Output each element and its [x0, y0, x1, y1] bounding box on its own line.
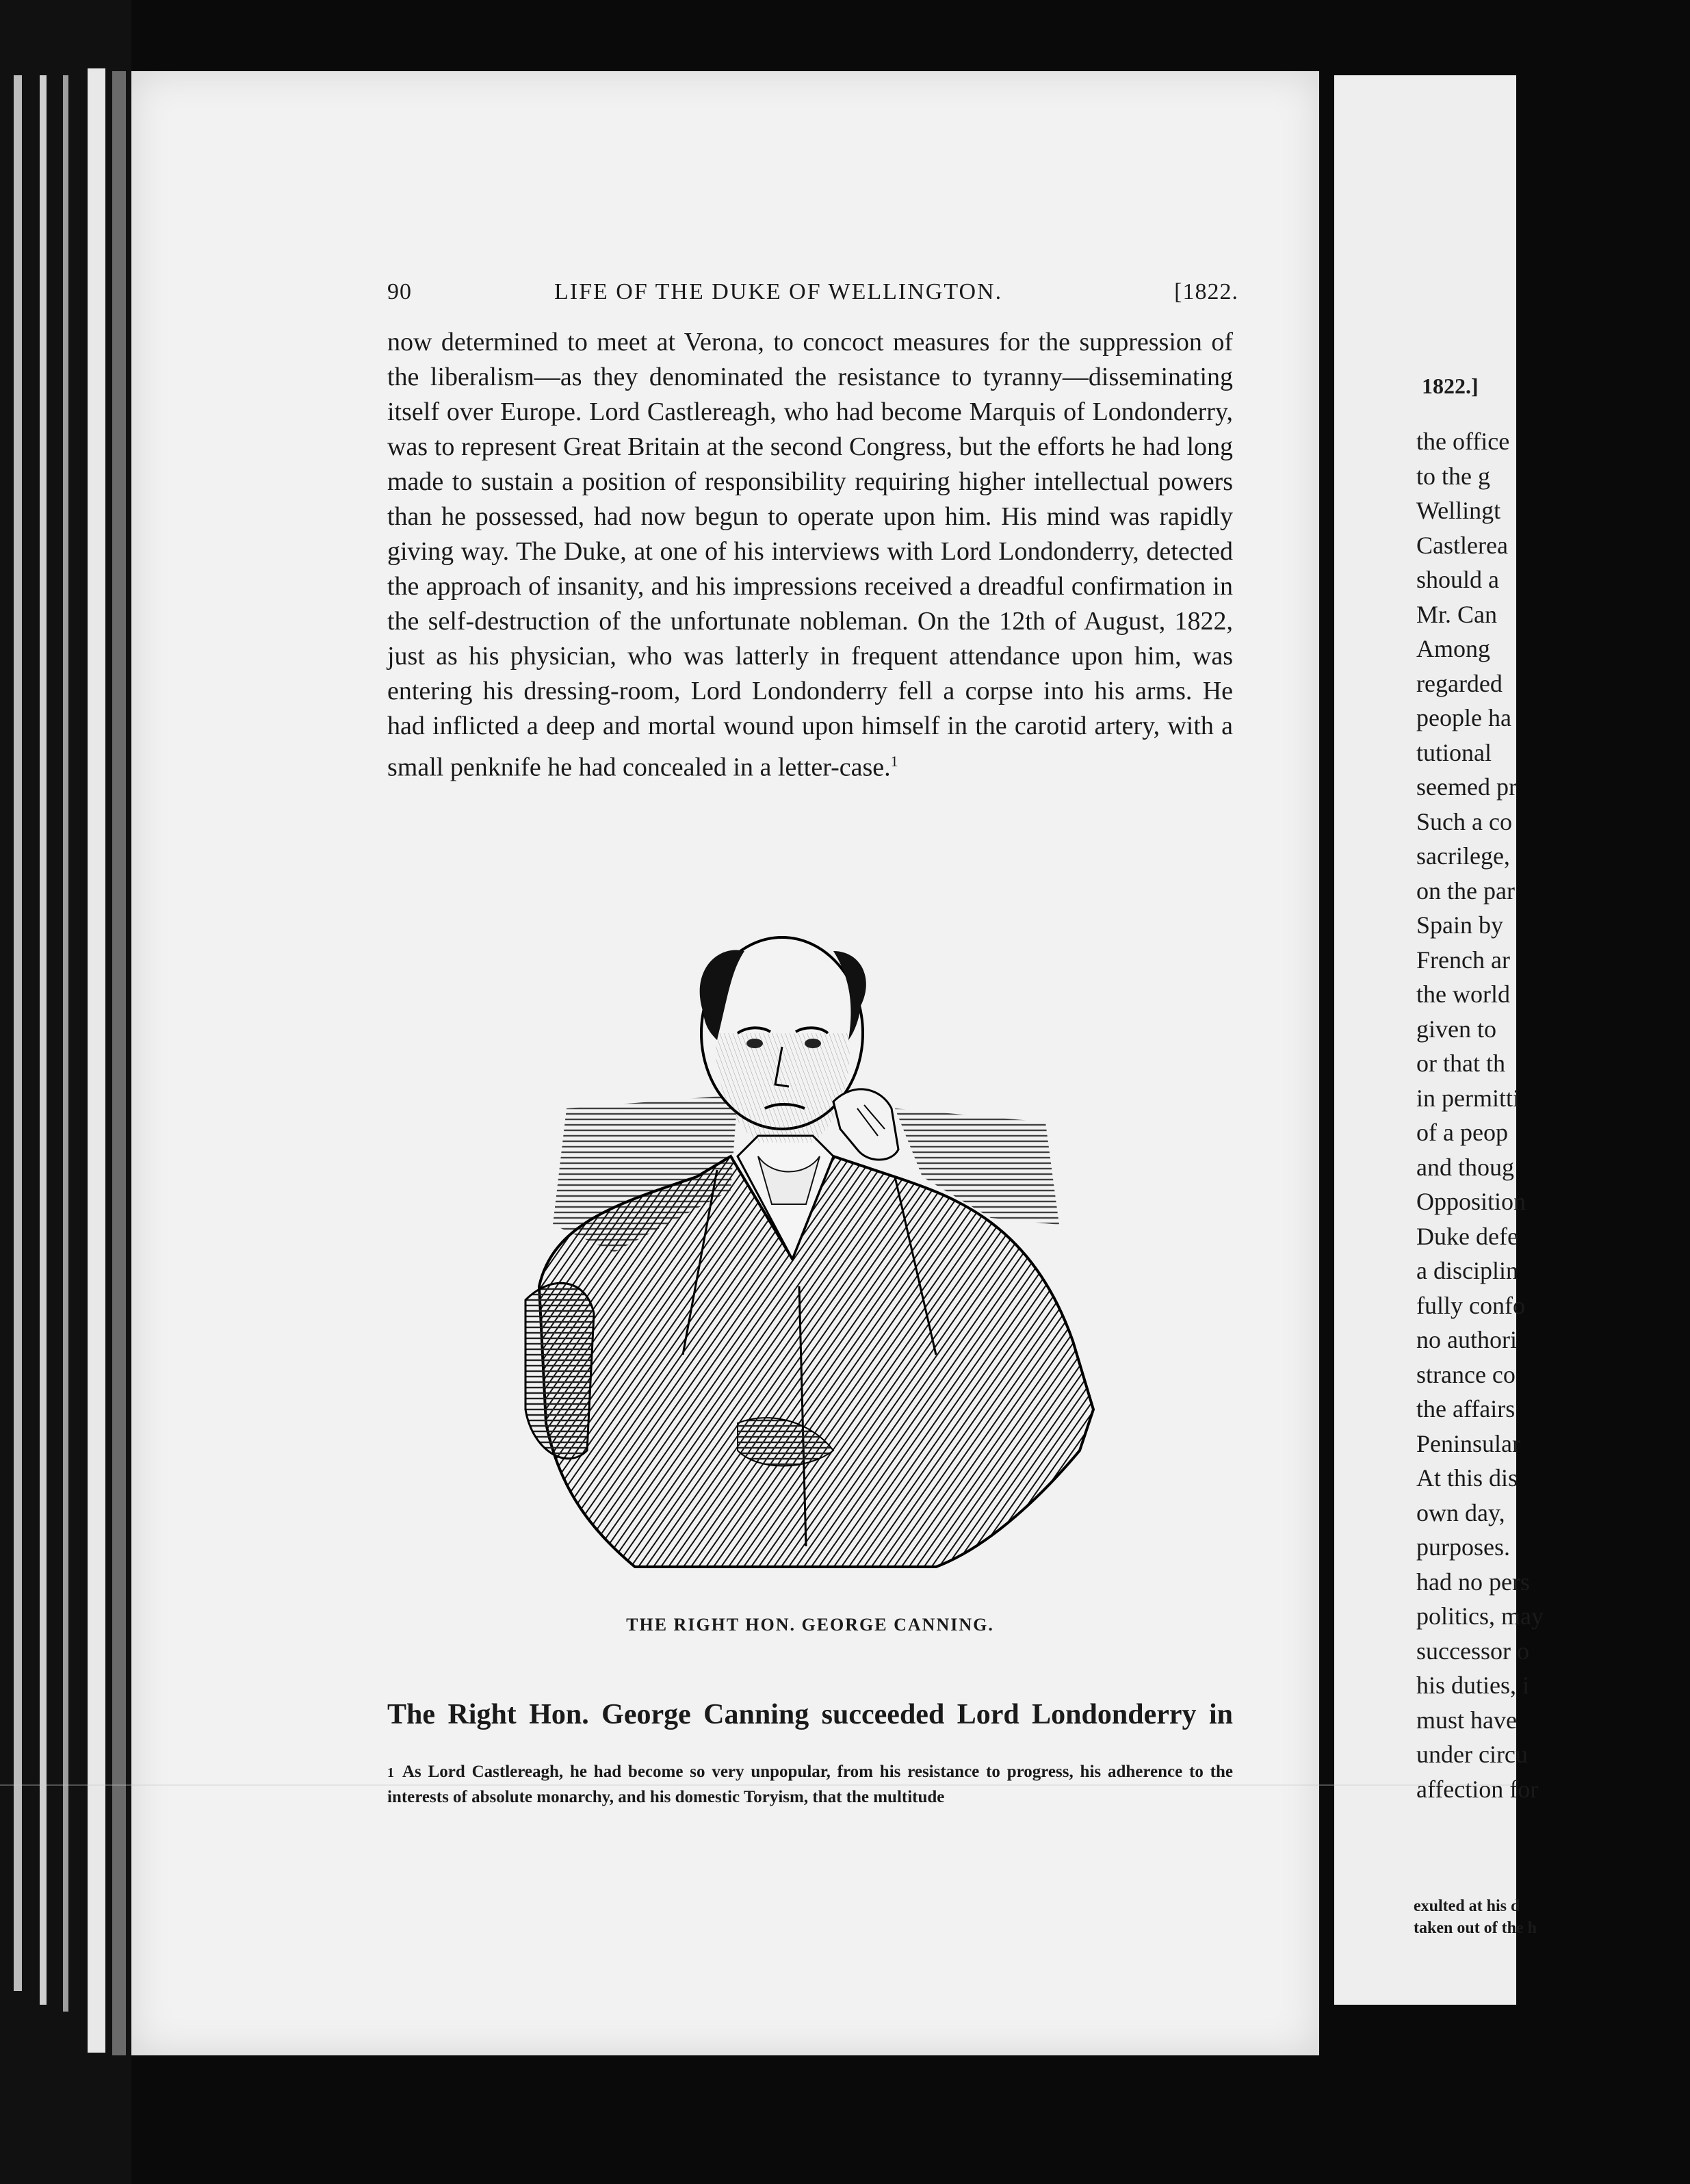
page-edge-strip: [40, 75, 47, 2005]
running-header: [387, 279, 1238, 313]
right-page-line: people ha: [1416, 704, 1511, 731]
footnote-reference: 1: [890, 753, 898, 770]
book-page-right: [1334, 75, 1544, 2005]
right-page-line: the office: [1416, 428, 1510, 455]
right-page-line: own day,: [1416, 1498, 1505, 1526]
right-page-line: under circu: [1416, 1741, 1528, 1768]
page-edge-strip: [88, 68, 105, 2053]
running-title: LIFE OF THE DUKE OF WELLINGTON.: [554, 279, 1003, 304]
right-page-line: French ar: [1416, 946, 1510, 974]
page-edge-strip: [14, 75, 22, 1991]
right-page-line: At this dis: [1416, 1464, 1518, 1492]
right-page-line: sacrilege,: [1416, 842, 1510, 870]
right-page-line: no authori: [1416, 1326, 1517, 1353]
right-page-line: Wellingt: [1416, 497, 1501, 524]
right-page-line: strance co: [1416, 1360, 1516, 1388]
right-page-line: a disciplin: [1416, 1257, 1518, 1284]
right-page-line: given to: [1416, 1015, 1496, 1043]
right-page-line: Castlerea: [1416, 531, 1508, 559]
right-page-line: Mr. Can: [1416, 600, 1498, 628]
right-page-line: had no pers: [1416, 1568, 1530, 1596]
page-edge-strip: [63, 75, 68, 2012]
body-paragraph: [387, 325, 1233, 785]
right-page-line: Peninsular: [1416, 1429, 1520, 1457]
right-page-line: and thoug: [1416, 1153, 1514, 1181]
scan-artifact-line: [0, 1784, 1516, 1786]
paragraph-text: now determined to meet at Verona, to concoct measures for the suppression of the liberalism—as they denominated the resistance to tyranny—disseminating itself over Europe. Lord Castlereagh, who had become Marquis of Londonderry, was to represent Great Britain at the second Congress, but the efforts he had long made to sustain a position of responsibility requiring higher intellectual powers than he possessed, had now begun to operate upon him. His mind was rapidly giving way. The Duke, at one of his interviews with Lord Londonderry, detected the approach of insanity, and his impressions received a dreadful confirmation in the self-destruction of the unfortunate nobleman. On the 12th of August, 1822, just as his physician, who was latterly in frequent attendance upon him, was entering his dressing-room, Lord Londonderry fell a corpse into his arms. He had inflicted a deep and mortal wound upon himself in the carotid artery, with a small penknife he had concealed in a letter-case.: [387, 328, 1233, 782]
right-page-line: or that th: [1416, 1050, 1505, 1077]
right-page-line: successor o: [1416, 1637, 1529, 1665]
right-page-line: fully confo: [1416, 1291, 1525, 1319]
right-page-line: affection for: [1416, 1775, 1539, 1803]
right-page-footnote-line: taken out of the h: [1414, 1919, 1537, 1937]
page-edge-strip: [112, 71, 126, 2055]
right-page-line: Among: [1416, 635, 1490, 662]
right-page-line: seemed pr: [1416, 773, 1517, 801]
right-page-line: should a: [1416, 566, 1499, 593]
right-page-line: the world: [1416, 980, 1510, 1008]
right-page-line: tutional: [1416, 738, 1492, 766]
right-page-header: 1822.]: [1422, 374, 1479, 398]
right-page-column: [1416, 424, 1690, 1806]
right-page-line: politics, may: [1416, 1602, 1544, 1630]
right-page-line: Duke defe: [1416, 1222, 1518, 1250]
right-page-line: Such a co: [1416, 807, 1512, 835]
footnote-text: As Lord Castlereagh, he had become so very unpopular, from his resistance to progress, his adherence to the interests of absolute monarchy, and his domestic Toryism, that the multitude: [387, 1763, 1233, 1806]
portrait-engraving: [512, 931, 1121, 1567]
right-page-line: of a peop: [1416, 1119, 1508, 1146]
right-page-line: Opposition: [1416, 1188, 1526, 1215]
right-page-footnote-line: exulted at his d: [1414, 1897, 1520, 1915]
right-page-line: must have: [1416, 1706, 1517, 1734]
continuation-line: The Right Hon. George Canning succeeded Lord Londonderry in: [387, 1699, 1233, 1730]
right-page-line: on the par: [1416, 876, 1515, 905]
right-page-line: the affairs: [1416, 1395, 1516, 1422]
footnote-marker: 1: [387, 1765, 394, 1780]
right-page-line: Spain by: [1416, 911, 1504, 939]
right-page-line: in permitti: [1416, 1084, 1520, 1112]
right-page-footnote: [1414, 1895, 1687, 1939]
right-page-line: regarded: [1416, 669, 1503, 697]
page-number: 90: [387, 279, 412, 304]
right-page-line: purposes.: [1416, 1533, 1510, 1561]
right-page-line: his duties, i: [1416, 1672, 1530, 1699]
header-year: [1822.: [1174, 279, 1238, 304]
illustration-caption: THE RIGHT HON. GEORGE CANNING.: [626, 1615, 994, 1635]
right-page-line: to the g: [1416, 462, 1490, 490]
